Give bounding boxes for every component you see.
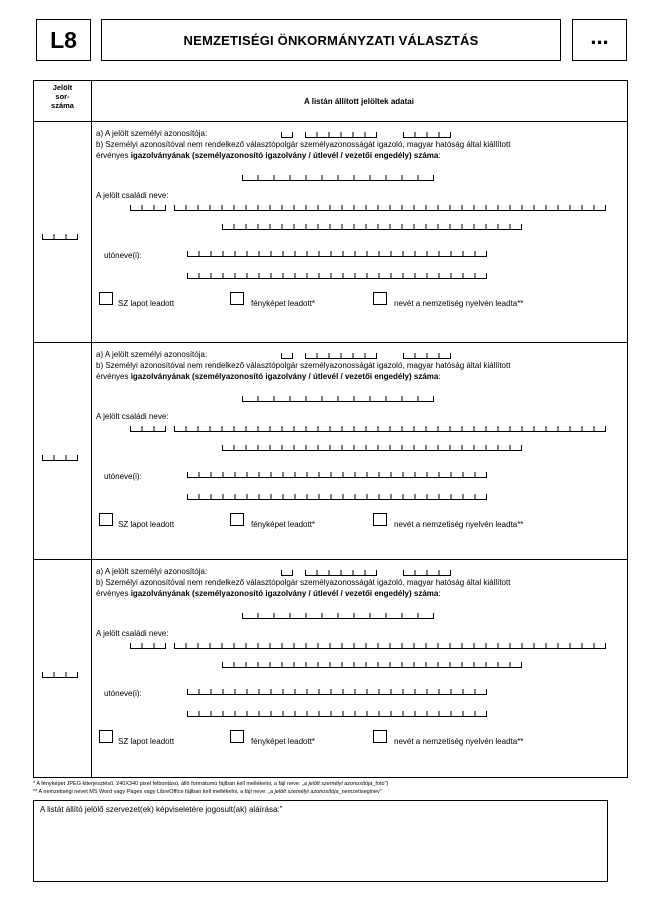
footnote-name-suffix: _nemzetiseginev”: [338, 789, 382, 795]
personal-id-digit1-field[interactable]: [281, 570, 293, 576]
given-name-field-row1[interactable]: [187, 689, 487, 695]
signature-label: A listát állító jelölő szervezet(ek) képviseletére jogosult(ak) aláírása:”: [40, 805, 283, 814]
alt-id-line1: b) Személyi azonosítóval nem rendelkező választópolgár személyazonosságát igazoló, magyar hatóság által kiállított: [96, 140, 511, 149]
document-number-field[interactable]: [242, 613, 434, 619]
native-name-checkbox-label: nevét a nemzetiség nyelvén leadta**: [394, 299, 524, 308]
sz-sheet-checkbox-label: SZ lapot leadott: [118, 299, 175, 308]
sz-sheet-checkbox-label: SZ lapot leadott: [118, 737, 175, 746]
id-label: a) A jelölt személyi azonosítója:: [96, 567, 208, 576]
given-name-label: utóneve(i):: [104, 472, 142, 481]
alt-id-line1: b) Személyi azonosítóval nem rendelkező választópolgár személyazonosságát igazoló, magyar hatóság által kiállított: [96, 361, 511, 370]
page-counter-text: ...: [590, 24, 609, 49]
alt-id-line2-suffix: :: [438, 589, 441, 598]
col-header-main: A listán állított jelöltek adatai: [304, 96, 414, 106]
given-name-label: utóneve(i):: [104, 689, 142, 698]
footnote-photo-italic: a jelölt személyi azonosítója: [303, 781, 373, 787]
footnote-name-prefix: ** A nemzetiségi nevet MS Word vagy Pages vagy LibreOffice fájlban kell mellékelni, a fájl neve: „: [33, 789, 271, 795]
sz-sheet-checkbox-label: SZ lapot leadott: [118, 520, 175, 529]
footnote-photo: [33, 781, 388, 788]
given-name-label: utóneve(i):: [104, 251, 142, 260]
alt-id-line1: b) Személyi azonosítóval nem rendelkező választópolgár személyazonosságát igazoló, magyar hatóság által kiállított: [96, 578, 511, 587]
candidate-table: [33, 80, 628, 778]
form-code: [36, 19, 91, 61]
alt-id-line2-prefix: érvényes: [96, 589, 131, 598]
native-name-checkbox-label: nevét a nemzetiség nyelvén leadta**: [394, 520, 524, 529]
native-name-checkbox-label: nevét a nemzetiség nyelvén leadta**: [394, 737, 524, 746]
sz-sheet-checkbox[interactable]: [99, 730, 113, 743]
candidate-number-field[interactable]: [42, 672, 78, 678]
family-name-label: A jelölt családi neve:: [96, 412, 169, 421]
personal-id-birthdate-field[interactable]: [305, 570, 377, 576]
photo-checkbox-label: fényképet leadott*: [251, 299, 316, 308]
footnote-photo-prefix: * A fényképet JPEG kiterjesztésű, 240X340 pixel felbontású, álló formátumú fájlban kell mellékelni, a fájl neve: „: [33, 781, 304, 787]
col-header-number-line1: Jelölt: [52, 83, 73, 92]
id-label: a) A jelölt személyi azonosítója:: [96, 129, 208, 138]
family-name-prefix-field[interactable]: [130, 643, 166, 649]
given-name-field-row2[interactable]: [187, 711, 487, 717]
signature-box[interactable]: [33, 800, 608, 882]
family-name-label: A jelölt családi neve:: [96, 629, 169, 638]
candidate-block: [34, 81, 627, 777]
footnote-name-italic: a jelölt személyi azonosítója: [270, 789, 339, 795]
form-title: [101, 19, 561, 61]
alt-id-line2: [96, 589, 441, 599]
alt-id-line2-bold: igazolványának (személyazonosító igazolvány / útlevél / vezetői engedély) száma: [130, 151, 439, 160]
family-name-field-row2[interactable]: [222, 662, 522, 668]
personal-id-serial-field[interactable]: [403, 570, 451, 576]
photo-checkbox[interactable]: [230, 730, 244, 743]
footnote-name: [33, 789, 382, 796]
family-name-field-row1[interactable]: [174, 643, 606, 649]
native-name-checkbox[interactable]: [373, 730, 387, 743]
photo-checkbox-label: fényképet leadott*: [251, 520, 316, 529]
alt-id-line2-suffix: :: [438, 151, 441, 160]
col-header-number-line3: száma: [51, 101, 74, 110]
page-counter-box: [572, 19, 627, 61]
alt-id-line2-prefix: érvényes: [96, 372, 131, 381]
form-title-text: NEMZETISÉGI ÖNKORMÁNYZATI VÁLASZTÁS: [183, 32, 479, 48]
form-code-text: L8: [50, 26, 77, 53]
footnote-photo-suffix: _foto”): [372, 781, 389, 787]
photo-checkbox-label: fényképet leadott*: [251, 737, 316, 746]
alt-id-line2-bold: igazolványának (személyazonosító igazolvány / útlevél / vezetői engedély) száma: [130, 372, 439, 381]
alt-id-line2-bold: igazolványának (személyazonosító igazolvány / útlevél / vezetői engedély) száma: [130, 589, 439, 598]
id-label: a) A jelölt személyi azonosítója:: [96, 350, 208, 359]
col-header-number-line2: sor-: [55, 92, 70, 101]
alt-id-line2-prefix: érvényes: [96, 151, 131, 160]
family-name-label: A jelölt családi neve:: [96, 191, 169, 200]
alt-id-line2-suffix: :: [438, 372, 441, 381]
